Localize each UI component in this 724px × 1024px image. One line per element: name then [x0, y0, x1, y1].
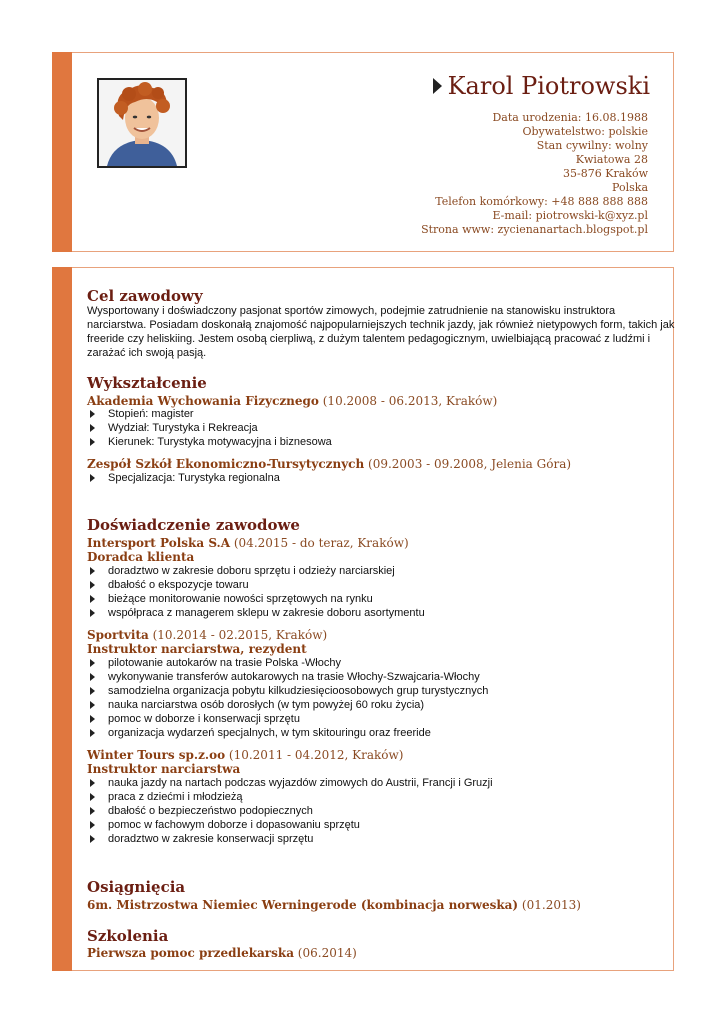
job-3-company-name: Winter Tours sp.z.oo [87, 748, 226, 762]
objective-heading: Cel zawodowy [87, 287, 203, 305]
training-title: Pierwsza pomoc przedlekarska [87, 946, 294, 960]
list-item: pomoc w fachowym doborze i dopasowaniu sprzętu [87, 818, 493, 832]
list-item: doradztwo w zakresie konserwacji sprzętu [87, 832, 493, 846]
address [563, 153, 648, 195]
candidate-name: Karol Piotrowski [447, 72, 650, 100]
list-item: dbałość o ekspozycje towaru [87, 578, 425, 592]
profile-photo [97, 78, 187, 168]
list-item: nauka jazdy na nartach podczas wyjazdów zimowych do Austrii, Francji i Gruzji [87, 776, 493, 790]
list-item: pilotowanie autokarów na trasie Polska -Włochy [87, 656, 488, 670]
school-2-meta: (09.2003 - 09.2008, Jelenia Góra) [364, 457, 572, 471]
list-item: Wydział: Turystyka i Rekreacja [87, 421, 332, 435]
list-item: doradztwo w zakresie doboru sprzętu i odzieży narciarskiej [87, 564, 425, 578]
list-item: Kierunek: Turystyka motywacyjna i biznesowa [87, 435, 332, 449]
contact-info [421, 195, 648, 237]
job-2-company [87, 628, 327, 642]
phone: Telefon komórkowy: +48 888 888 888 [435, 195, 648, 208]
email: E-mail: piotrowski-k@xyz.pl [492, 209, 648, 222]
list-item: Stopień: magister [87, 407, 332, 421]
school-2-details [87, 471, 280, 485]
name-row [433, 72, 650, 100]
list-item: wykonywanie transferów autokarowych na trasie Włochy-Szwajcaria-Włochy [87, 670, 488, 684]
marital-status: Stan cywilny: wolny [536, 139, 648, 152]
address-street: Kwiatowa 28 [575, 153, 648, 166]
job-1-company [87, 536, 409, 550]
personal-info [492, 111, 648, 153]
job-2-company-name: Sportvita [87, 628, 149, 642]
objective-text: Wysportowany i doświadczony pasjonat sportów zimowych, podejmie zatrudnienie na stanowisku instruktora narciarstwa. Posiadam doskonałą znajomość najpopularniejszych technik jazdy, jak również nietypowych form, takich jak freeride czy heliskiing. Jestem osobą cierpliwą, z dużym talentem pedagogicznym, uwielbiającą pracować z ludźmi i zarażać ich swoją pasją. [87, 305, 675, 359]
trainings-heading: Szkolenia [87, 927, 169, 945]
achievements-heading: Osiągnięcia [87, 878, 186, 896]
header-accent-bar [52, 52, 72, 252]
school-1-name: Akademia Wychowania Fizycznego [87, 394, 319, 408]
job-3-meta: (10.2011 - 04.2012, Kraków) [225, 748, 404, 762]
list-item: współpraca z managerem sklepu w zakresie doboru asortymentu [87, 606, 425, 620]
job-3-role: Instruktor narciarstwa [87, 762, 241, 776]
education-heading: Wykształcenie [87, 374, 207, 392]
achievement-meta: (01.2013) [518, 898, 581, 912]
portrait-image [99, 80, 185, 166]
list-item: pomoc w doborze i konserwacji sprzętu [87, 712, 488, 726]
website: Strona www: zycienanartach.blogspot.pl [421, 223, 648, 236]
school-1 [87, 394, 497, 408]
school-1-details [87, 407, 332, 449]
job-3-company [87, 748, 403, 762]
training-item [87, 946, 357, 960]
job-2-meta: (10.2014 - 02.2015, Kraków) [148, 628, 328, 642]
list-item: bieżące monitorowanie nowości sprzętowych na rynku [87, 592, 425, 606]
job-1-meta: (04.2015 - do teraz, Kraków) [230, 536, 409, 550]
achievement-item [87, 898, 581, 912]
caret-right-icon [433, 78, 442, 94]
achievement-title: 6m. Mistrzostwa Niemiec Werningerode (kombinacja norweska) [87, 898, 519, 912]
job-2-duties [87, 656, 488, 740]
address-city: 35-876 Kraków [563, 167, 648, 180]
list-item: organizacja wydarzeń specjalnych, w tym skitouringu oraz freeride [87, 726, 488, 740]
list-item: Specjalizacja: Turystyka regionalna [87, 471, 280, 485]
main-accent-bar [52, 267, 72, 971]
job-3-duties [87, 776, 493, 846]
training-meta: (06.2014) [293, 946, 357, 960]
list-item: samodzielna organizacja pobytu kilkudziesięcioosobowych grup turystycznych [87, 684, 488, 698]
job-1-company-name: Intersport Polska S.A [87, 536, 231, 550]
list-item: praca z dziećmi i młodzieżą [87, 790, 493, 804]
citizenship: Obywatelstwo: polskie [522, 125, 648, 138]
job-1-duties [87, 564, 425, 620]
experience-heading: Doświadczenie zawodowe [87, 516, 300, 534]
school-1-meta: (10.2008 - 06.2013, Kraków) [318, 394, 498, 408]
job-1-role: Doradca klienta [87, 550, 195, 564]
school-2-name: Zespół Szkół Ekonomiczno-Tursytycznych [87, 457, 365, 471]
address-country: Polska [612, 181, 648, 194]
job-2-role: Instruktor narciarstwa, rezydent [87, 642, 307, 656]
school-2 [87, 457, 571, 471]
list-item: dbałość o bezpieczeństwo podopiecznych [87, 804, 493, 818]
birth-date: Data urodzenia: 16.08.1988 [492, 111, 648, 124]
list-item: nauka narciarstwa osób dorosłych (w tym powyżej 60 roku życia) [87, 698, 488, 712]
